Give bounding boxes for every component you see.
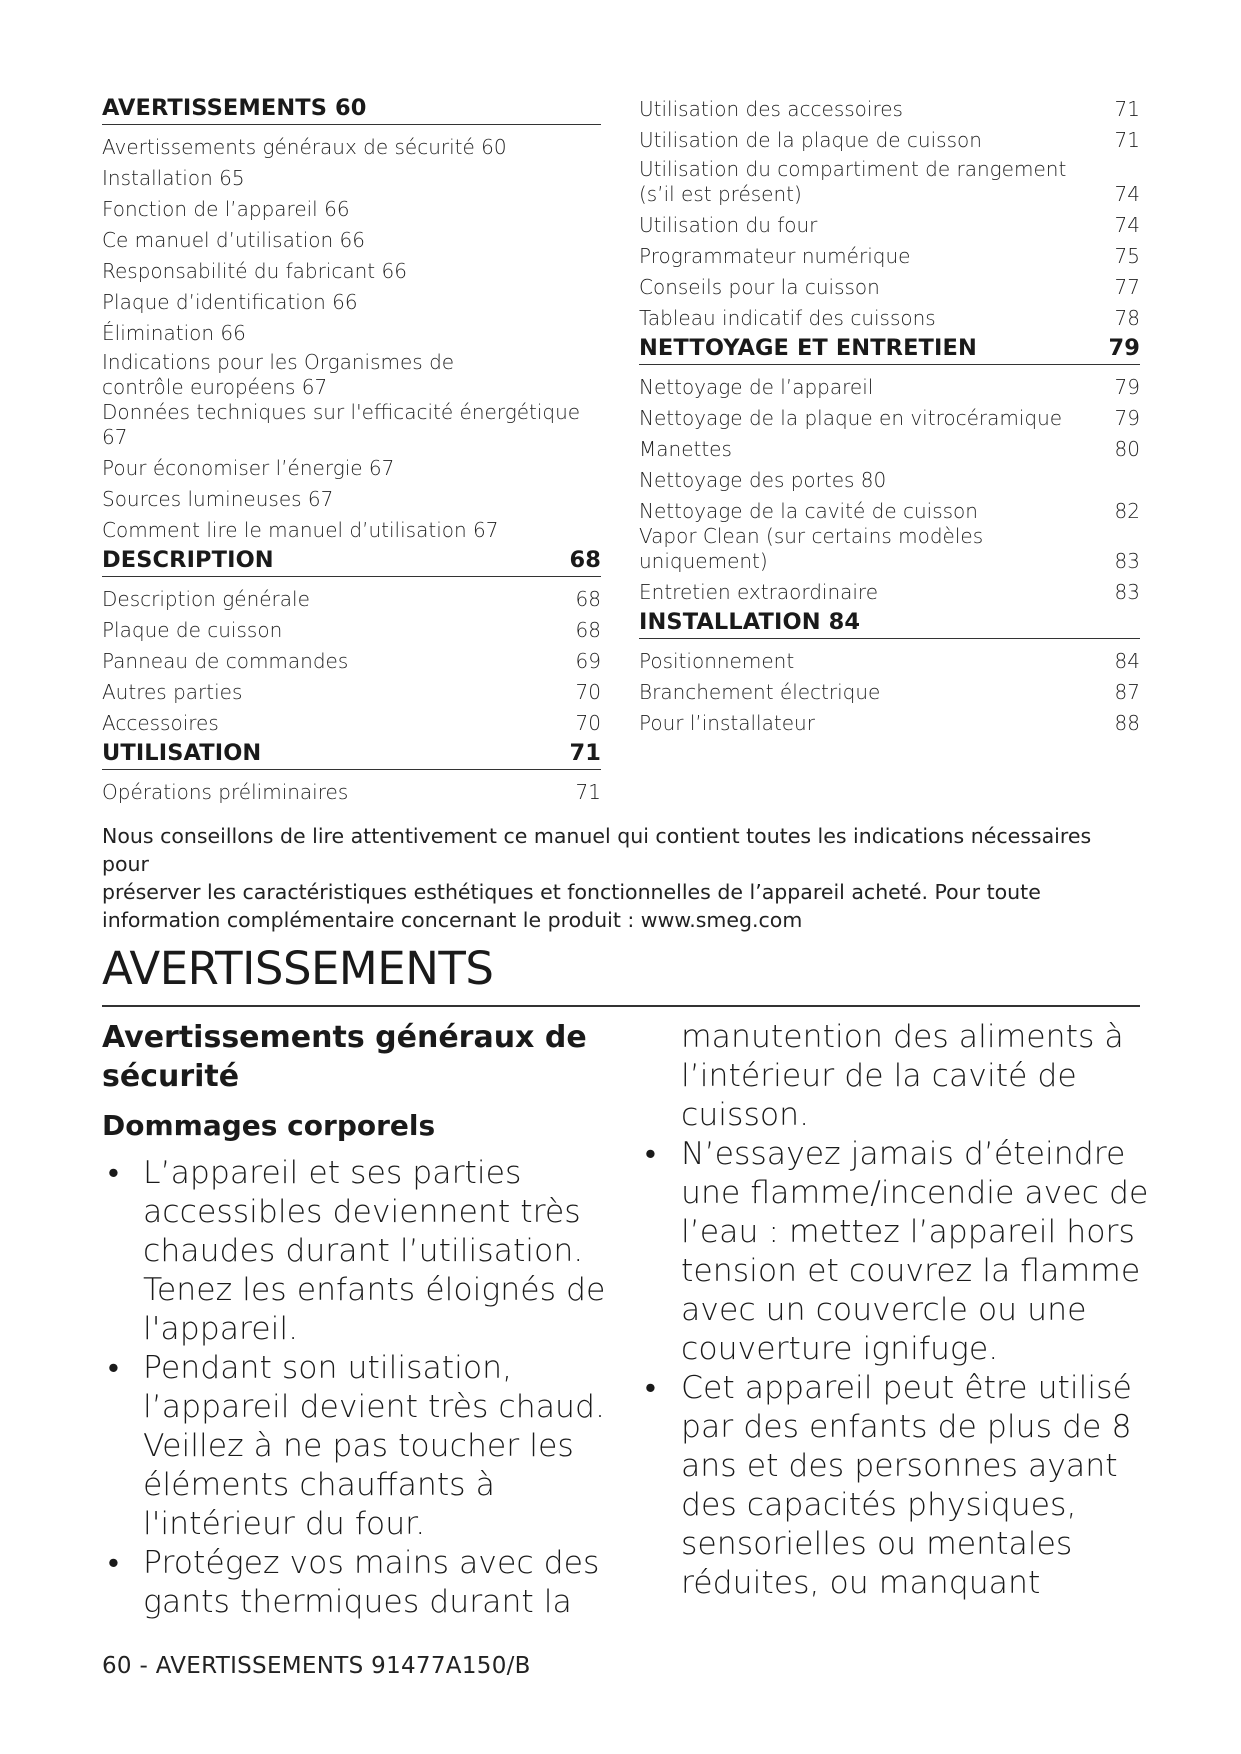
toc-entry-title: Installation 65 — [102, 166, 245, 190]
toc-entry-title: Manettes — [639, 437, 732, 461]
toc-left-column — [102, 91, 601, 805]
toc-entry[interactable] — [639, 91, 1140, 122]
bullet-item: • Protégez vos mains avec des gants thermiques durant la — [102, 1544, 612, 1622]
toc-entry[interactable] — [102, 315, 601, 346]
toc-section-heading[interactable] — [639, 331, 1140, 365]
toc-entry-title: Avertissements généraux de sécurité 60 — [102, 135, 507, 159]
toc-section-title: DESCRIPTION — [102, 547, 274, 573]
toc-entry[interactable] — [639, 269, 1140, 300]
bullet-item: • L’appareil et ses parties accessibles deviennent très chaudes durant l’utilisation. Tenez les enfants éloignés de l'appareil. — [102, 1154, 612, 1349]
toc-entry-page: 74 — [1114, 182, 1140, 206]
toc-entry-title: Pour l’installateur — [639, 711, 815, 735]
toc-entry-title: Ce manuel d’utilisation 66 — [102, 228, 365, 252]
toc-entry[interactable] — [102, 346, 601, 400]
toc-section-title: AVERTISSEMENTS 60 — [102, 95, 367, 121]
toc-entry-title: Utilisation de la plaque de cuisson — [639, 128, 982, 152]
toc-entry-title: Comment lire le manuel d’utilisation 67 — [102, 518, 499, 542]
toc-entry-page: 68 — [575, 587, 601, 611]
toc-entry-title: Vapor Clean (sur certains modèles uniquement) — [639, 524, 984, 573]
toc-entry-title: Pour économiser l’énergie 67 — [102, 456, 395, 480]
toc-entry[interactable] — [639, 153, 1140, 207]
toc-entry-page: 69 — [575, 649, 601, 673]
toc-section-title: UTILISATION — [102, 740, 262, 766]
toc-entry[interactable] — [639, 574, 1140, 605]
subsection-heading: Dommages corporels — [102, 1109, 436, 1142]
toc-entry-title: Accessoires — [102, 711, 219, 735]
toc-entry-page: 84 — [1114, 649, 1140, 673]
toc-entry-page: 70 — [575, 711, 601, 735]
toc-section-title: NETTOYAGE ET ENTRETIEN — [639, 335, 977, 361]
toc-section-page: 71 — [569, 740, 601, 766]
toc-entry-title: Description générale — [102, 587, 310, 611]
toc-entry[interactable] — [639, 524, 1140, 574]
bullet-item: • N’essayez jamais d’éteindre une flamme/incendie avec de l’eau : mettez l’appareil hors tension et couvrez la flamme avec un couvercle ou une couverture ignifuge. — [645, 1135, 1155, 1369]
toc-entry-title: Données techniques sur l'efficacité énergétique 67 — [102, 400, 581, 449]
toc-entry[interactable] — [102, 450, 601, 481]
toc-entry[interactable] — [102, 612, 601, 643]
toc-entry[interactable] — [102, 160, 601, 191]
toc-entry[interactable] — [639, 674, 1140, 705]
toc-entry-title: Autres parties — [102, 680, 243, 704]
toc-entry-page: 75 — [1114, 244, 1140, 268]
toc-entry-page: 88 — [1114, 711, 1140, 735]
toc-entry-page: 74 — [1114, 213, 1140, 237]
toc-entry[interactable] — [102, 774, 601, 805]
toc-entry-title: Entretien extraordinaire — [639, 580, 879, 604]
toc-entry[interactable] — [102, 253, 601, 284]
toc-entry[interactable] — [102, 643, 601, 674]
toc-entry[interactable] — [102, 284, 601, 315]
toc-entry[interactable] — [102, 191, 601, 222]
toc-section-title: INSTALLATION 84 — [639, 609, 861, 635]
toc-entry-title: Programmateur numérique — [639, 244, 911, 268]
toc-entry[interactable] — [639, 207, 1140, 238]
toc-entry-page: 87 — [1114, 680, 1140, 704]
section-heading: Avertissements généraux de sécurité — [102, 1020, 587, 1094]
toc-entry-page: 78 — [1114, 306, 1140, 330]
toc-entry-page: 80 — [1114, 437, 1140, 461]
content-right-column — [645, 1018, 1155, 1603]
bullet-item: • Pendant son utilisation, l’appareil devient très chaud. Veillez à ne pas toucher les éléments chauffants à l'intérieur du four. — [102, 1349, 612, 1544]
toc-entry-page: 68 — [575, 618, 601, 642]
toc-entry[interactable] — [102, 222, 601, 253]
toc-entry[interactable] — [639, 400, 1140, 431]
toc-entry[interactable] — [639, 122, 1140, 153]
toc-entry-title: Utilisation du compartiment de rangement (s’il est présent) — [639, 157, 1067, 206]
page-footer: 60 - AVERTISSEMENTS 91477A150/B — [102, 1653, 531, 1679]
toc-entry[interactable] — [639, 369, 1140, 400]
toc-entry-title: Plaque d’identification 66 — [102, 290, 358, 314]
toc-entry-title: Sources lumineuses 67 — [102, 487, 334, 511]
toc-entry-title: Conseils pour la cuisson — [639, 275, 880, 299]
toc-entry-page: 71 — [1114, 97, 1140, 121]
toc-entry[interactable] — [639, 238, 1140, 269]
toc-entry[interactable] — [102, 581, 601, 612]
toc-entry-title: Élimination 66 — [102, 321, 246, 345]
toc-entry-title: Fonction de l’appareil 66 — [102, 197, 350, 221]
page-title: AVERTISSEMENTS — [102, 943, 1140, 1007]
toc-section-page: 79 — [1108, 335, 1140, 361]
toc-entry[interactable] — [102, 512, 601, 543]
toc-entry[interactable] — [102, 481, 601, 512]
toc-entry-title: Nettoyage des portes 80 — [639, 468, 887, 492]
toc-entry-page: 77 — [1114, 275, 1140, 299]
toc-entry-title: Nettoyage de la cavité de cuisson — [639, 499, 978, 523]
intro-paragraph — [102, 822, 1142, 934]
toc-entry[interactable] — [639, 431, 1140, 462]
toc-entry[interactable] — [639, 300, 1140, 331]
bullet-list — [102, 1154, 612, 1622]
toc-entry-page: 71 — [575, 780, 601, 804]
toc-entry[interactable] — [639, 493, 1140, 524]
toc-right-column — [639, 91, 1140, 736]
intro-line: information complémentaire concernant le produit : www.smeg.com — [102, 908, 803, 932]
toc-entry-page: 83 — [1114, 580, 1140, 604]
intro-line: Nous conseillons de lire attentivement ce manuel qui contient toutes les indications nécessaires pour — [102, 824, 1092, 876]
toc-entry-page: 70 — [575, 680, 601, 704]
toc-entry-page: 82 — [1114, 499, 1140, 523]
toc-entry-title: Panneau de commandes — [102, 649, 349, 673]
toc-entry-title: Opérations préliminaires — [102, 780, 349, 804]
toc-entry-page: 79 — [1114, 375, 1140, 399]
toc-section-page: 68 — [569, 547, 601, 573]
toc-entry-title: Utilisation des accessoires — [639, 97, 903, 121]
toc-section-heading[interactable] — [102, 543, 601, 577]
toc-entry[interactable] — [639, 705, 1140, 736]
toc-entry-page: 79 — [1114, 406, 1140, 430]
toc-section-heading[interactable] — [102, 91, 601, 125]
toc-entry-title: Branchement électrique — [639, 680, 881, 704]
toc-section-heading[interactable] — [639, 605, 1140, 639]
toc-entry-title: Tableau indicatif des cuissons — [639, 306, 936, 330]
continued-text: manutention des aliments à l’intérieur de la cavité de cuisson. — [681, 1019, 1124, 1133]
intro-line: préserver les caractéristiques esthétiques et fonctionnelles de l’appareil acheté. Pour toute — [102, 880, 1041, 904]
toc-entry[interactable] — [639, 643, 1140, 674]
toc-entry-title: Utilisation du four — [639, 213, 818, 237]
toc-entry-title: Positionnement — [639, 649, 795, 673]
toc-entry[interactable] — [102, 129, 601, 160]
toc-entry-title: Plaque de cuisson — [102, 618, 283, 642]
toc-entry[interactable] — [102, 674, 601, 705]
toc-entry[interactable] — [102, 705, 601, 736]
toc-section-heading[interactable] — [102, 736, 601, 770]
toc-entry-title: Nettoyage de l’appareil — [639, 375, 874, 399]
bullet-item: • Cet appareil peut être utilisé par des enfants de plus de 8 ans et des personnes ayant des capacités physiques, sensorielles ou mentales réduites, ou manquant — [645, 1369, 1155, 1603]
toc-entry-title: Indications pour les Organismes de contrôle européens 67 — [102, 350, 455, 399]
toc-entry-page: 71 — [1114, 128, 1140, 152]
toc-entry-page: 83 — [1114, 549, 1140, 573]
toc-entry-title: Responsabilité du fabricant 66 — [102, 259, 407, 283]
content-left-column — [102, 1018, 612, 1622]
toc-entry[interactable] — [639, 462, 1140, 493]
toc-entry-title: Nettoyage de la plaque en vitrocéramique — [639, 406, 1063, 430]
bullet-list — [645, 1135, 1155, 1603]
toc-entry[interactable] — [102, 400, 601, 450]
